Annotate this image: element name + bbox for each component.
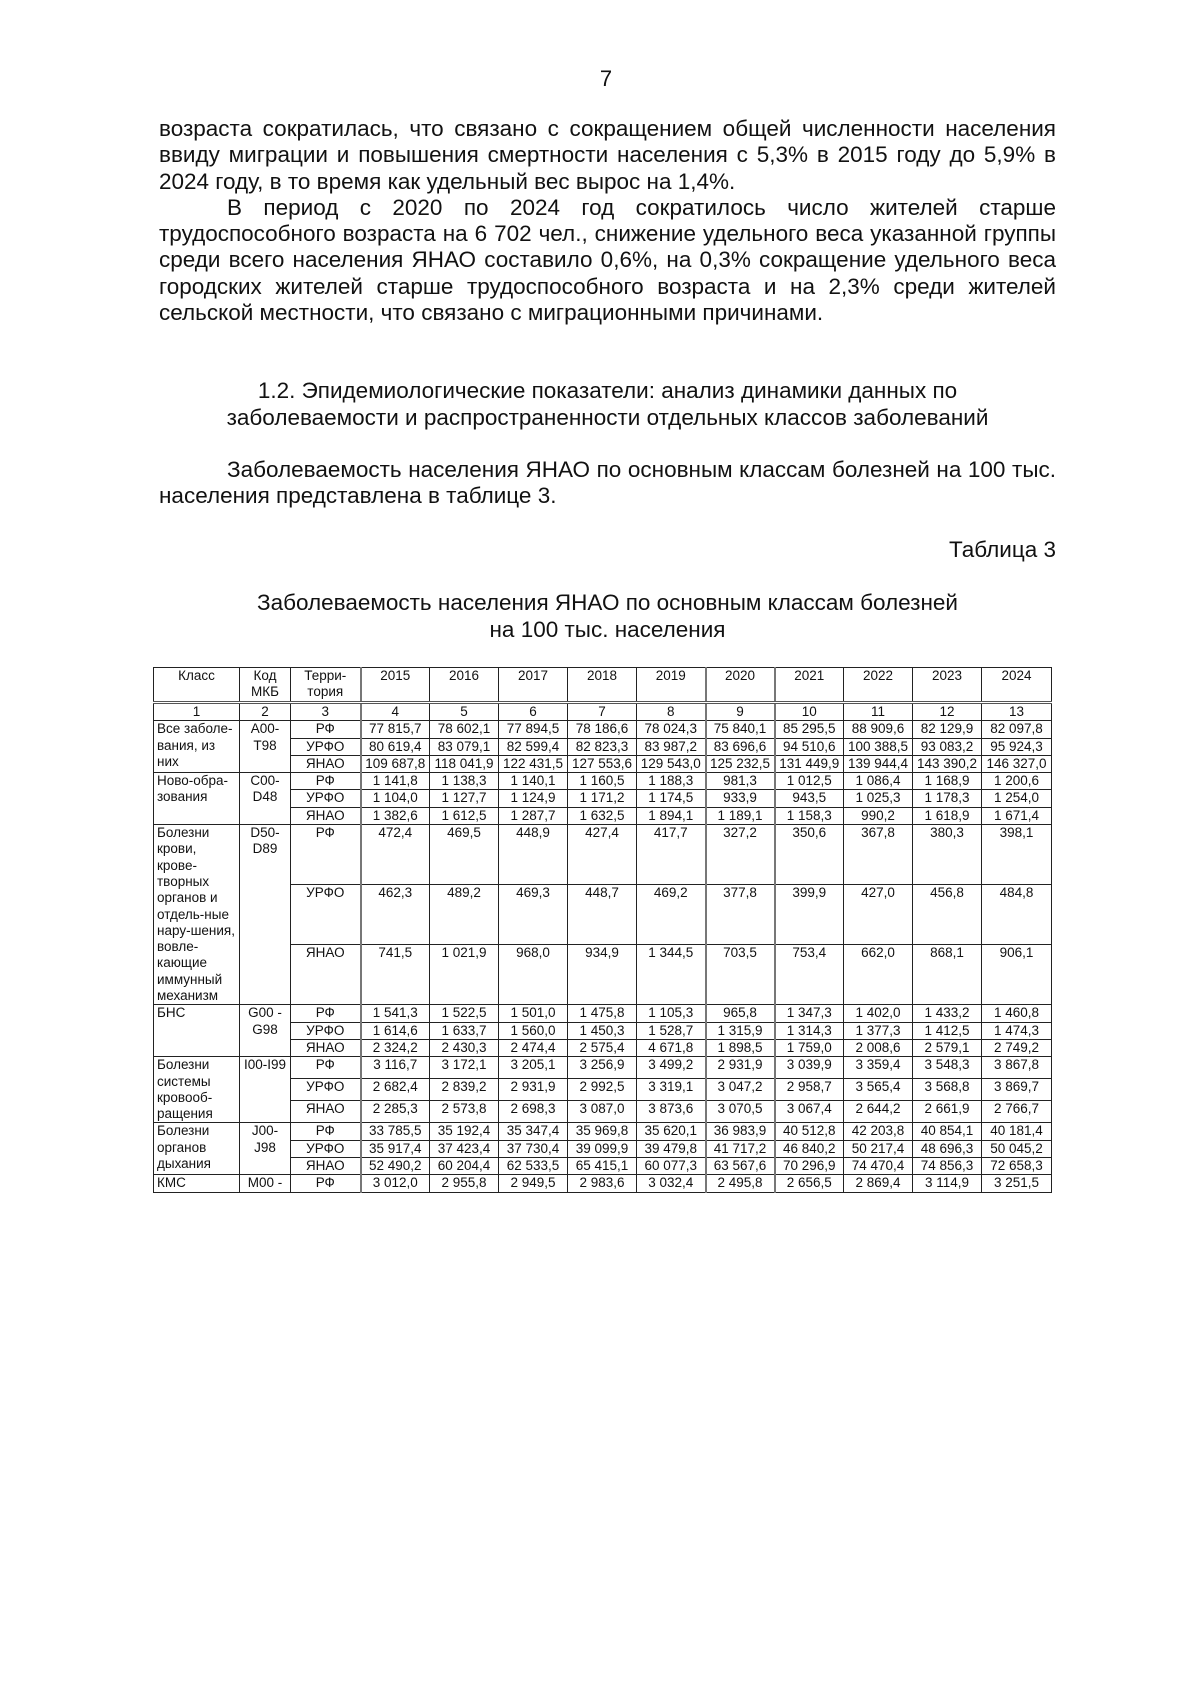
- value-cell: 82 129,9: [913, 721, 982, 738]
- value-cell: 33 785,5: [361, 1123, 430, 1140]
- territory: РФ: [291, 1005, 361, 1022]
- value-cell: 965,8: [706, 1005, 775, 1022]
- column-header: Класс: [154, 668, 240, 703]
- value-cell: 1 541,3: [361, 1005, 430, 1022]
- value-cell: 35 192,4: [430, 1123, 499, 1140]
- value-cell: 39 479,8: [637, 1140, 706, 1157]
- value-cell: 50 045,2: [982, 1140, 1052, 1157]
- column-number: 2: [240, 703, 291, 721]
- value-cell: 1 021,9: [430, 945, 499, 1005]
- value-cell: 78 024,3: [637, 721, 706, 738]
- intro-paragraph: Заболеваемость населения ЯНАО по основным классам болезней на 100 тыс. населения представлена в таблице 3.: [159, 457, 1056, 509]
- table-label: Таблица 3: [949, 537, 1056, 562]
- value-cell: 3 869,7: [982, 1079, 1052, 1101]
- value-cell: 36 983,9: [706, 1123, 775, 1140]
- value-cell: 3 565,4: [844, 1079, 913, 1101]
- column-header: 2017: [499, 668, 568, 703]
- column-number: 13: [982, 703, 1052, 721]
- value-cell: 88 909,6: [844, 721, 913, 738]
- value-cell: 2 958,7: [775, 1079, 844, 1101]
- value-cell: 95 924,3: [982, 738, 1052, 755]
- territory: УРФО: [291, 1140, 361, 1157]
- value-cell: 2 749,2: [982, 1039, 1052, 1056]
- column-number-row: [154, 703, 1052, 721]
- disease-class: КМС: [154, 1175, 240, 1192]
- value-cell: 1 287,7: [499, 807, 568, 824]
- body-paragraphs: [159, 116, 1056, 326]
- value-cell: 469,3: [499, 885, 568, 945]
- value-cell: 1 188,3: [637, 773, 706, 790]
- column-number: 9: [706, 703, 775, 721]
- value-cell: 127 553,6: [568, 755, 637, 772]
- value-cell: 1 894,1: [637, 807, 706, 824]
- value-cell: 39 099,9: [568, 1140, 637, 1157]
- value-cell: 3 256,9: [568, 1057, 637, 1079]
- value-cell: 1 140,1: [499, 773, 568, 790]
- territory: РФ: [291, 1123, 361, 1140]
- value-cell: 1 612,5: [430, 807, 499, 824]
- value-cell: 2 661,9: [913, 1101, 982, 1123]
- icd-code: J00-J98: [240, 1123, 291, 1175]
- value-cell: 3 867,8: [982, 1057, 1052, 1079]
- value-cell: 1 012,5: [775, 773, 844, 790]
- value-cell: 74 856,3: [913, 1158, 982, 1175]
- value-cell: 37 423,4: [430, 1140, 499, 1157]
- value-cell: 3 568,8: [913, 1079, 982, 1101]
- value-cell: 469,2: [637, 885, 706, 945]
- value-cell: 1 254,0: [982, 790, 1052, 807]
- value-cell: 2 644,2: [844, 1101, 913, 1123]
- value-cell: 427,0: [844, 885, 913, 945]
- value-cell: 2 324,2: [361, 1039, 430, 1056]
- icd-code: D50-D89: [240, 825, 291, 1005]
- value-cell: 3 087,0: [568, 1101, 637, 1123]
- value-cell: 1 158,3: [775, 807, 844, 824]
- value-cell: 399,9: [775, 885, 844, 945]
- value-cell: 2 008,6: [844, 1039, 913, 1056]
- value-cell: 50 217,4: [844, 1140, 913, 1157]
- value-cell: 70 296,9: [775, 1158, 844, 1175]
- value-cell: 484,8: [982, 885, 1052, 945]
- value-cell: 1 174,5: [637, 790, 706, 807]
- value-cell: 968,0: [499, 945, 568, 1005]
- value-cell: 139 944,4: [844, 755, 913, 772]
- value-cell: 703,5: [706, 945, 775, 1005]
- territory: УРФО: [291, 1022, 361, 1039]
- value-cell: 1 633,7: [430, 1022, 499, 1039]
- value-cell: 35 347,4: [499, 1123, 568, 1140]
- value-cell: 35 969,8: [568, 1123, 637, 1140]
- value-cell: 1 475,8: [568, 1005, 637, 1022]
- value-cell: 1 450,3: [568, 1022, 637, 1039]
- value-cell: 469,5: [430, 825, 499, 885]
- value-cell: 52 490,2: [361, 1158, 430, 1175]
- value-cell: 42 203,8: [844, 1123, 913, 1140]
- value-cell: 350,6: [775, 825, 844, 885]
- value-cell: 46 840,2: [775, 1140, 844, 1157]
- value-cell: 1 759,0: [775, 1039, 844, 1056]
- value-cell: 146 327,0: [982, 755, 1052, 772]
- value-cell: 1 025,3: [844, 790, 913, 807]
- value-cell: 981,3: [706, 773, 775, 790]
- value-cell: 125 232,5: [706, 755, 775, 772]
- value-cell: 1 474,3: [982, 1022, 1052, 1039]
- value-cell: 662,0: [844, 945, 913, 1005]
- territory: УРФО: [291, 790, 361, 807]
- value-cell: 1 671,4: [982, 807, 1052, 824]
- value-cell: 72 658,3: [982, 1158, 1052, 1175]
- value-cell: 1 377,3: [844, 1022, 913, 1039]
- value-cell: 3 012,0: [361, 1175, 430, 1192]
- value-cell: 3 114,9: [913, 1175, 982, 1192]
- value-cell: 1 086,4: [844, 773, 913, 790]
- value-cell: 1 124,9: [499, 790, 568, 807]
- value-cell: 1 315,9: [706, 1022, 775, 1039]
- value-cell: 3 319,1: [637, 1079, 706, 1101]
- value-cell: 2 495,8: [706, 1175, 775, 1192]
- icd-code: I00-I99: [240, 1057, 291, 1123]
- column-number: 1: [154, 703, 240, 721]
- table-row: [154, 1175, 1052, 1192]
- territory: РФ: [291, 825, 361, 885]
- column-number: 5: [430, 703, 499, 721]
- value-cell: 327,2: [706, 825, 775, 885]
- value-cell: 3 873,6: [637, 1101, 706, 1123]
- value-cell: 1 898,5: [706, 1039, 775, 1056]
- value-cell: 83 696,6: [706, 738, 775, 755]
- value-cell: 143 390,2: [913, 755, 982, 772]
- disease-class: БНС: [154, 1005, 240, 1057]
- table-header: [154, 668, 1052, 703]
- value-cell: 2 474,4: [499, 1039, 568, 1056]
- value-cell: 3 548,3: [913, 1057, 982, 1079]
- territory: ЯНАО: [291, 1039, 361, 1056]
- column-number: 3: [291, 703, 361, 721]
- value-cell: 3 047,2: [706, 1079, 775, 1101]
- value-cell: 398,1: [982, 825, 1052, 885]
- value-cell: 1 189,1: [706, 807, 775, 824]
- column-number: 4: [361, 703, 430, 721]
- value-cell: 3 067,4: [775, 1101, 844, 1123]
- value-cell: 2 766,7: [982, 1101, 1052, 1123]
- value-cell: 78 602,1: [430, 721, 499, 738]
- value-cell: 48 696,3: [913, 1140, 982, 1157]
- value-cell: 367,8: [844, 825, 913, 885]
- value-cell: 448,7: [568, 885, 637, 945]
- column-header: Код МКБ: [240, 668, 291, 703]
- column-number: 11: [844, 703, 913, 721]
- value-cell: 3 039,9: [775, 1057, 844, 1079]
- value-cell: 1 138,3: [430, 773, 499, 790]
- value-cell: 933,9: [706, 790, 775, 807]
- table-row: [154, 1005, 1052, 1022]
- value-cell: 40 181,4: [982, 1123, 1052, 1140]
- value-cell: 1 614,6: [361, 1022, 430, 1039]
- column-header: 2021: [775, 668, 844, 703]
- value-cell: 1 160,5: [568, 773, 637, 790]
- value-cell: 2 579,1: [913, 1039, 982, 1056]
- disease-class: Болезни органов дыхания: [154, 1123, 240, 1175]
- value-cell: 2 575,4: [568, 1039, 637, 1056]
- column-number: 6: [499, 703, 568, 721]
- value-cell: 3 172,1: [430, 1057, 499, 1079]
- value-cell: 417,7: [637, 825, 706, 885]
- value-cell: 2 955,8: [430, 1175, 499, 1192]
- value-cell: 82 599,4: [499, 738, 568, 755]
- value-cell: 1 171,2: [568, 790, 637, 807]
- value-cell: 83 079,1: [430, 738, 499, 755]
- territory: РФ: [291, 1175, 361, 1192]
- table-row: [154, 1057, 1052, 1079]
- value-cell: 2 656,5: [775, 1175, 844, 1192]
- column-header: 2018: [568, 668, 637, 703]
- territory: УРФО: [291, 885, 361, 945]
- value-cell: 41 717,2: [706, 1140, 775, 1157]
- value-cell: 1 141,8: [361, 773, 430, 790]
- paragraph-1: возраста сократилась, что связано с сокращением общей численности населения ввиду миграции и повышения смертности населения с 5,3% в 2015 году до 5,9% в 2024 году, в то время как удельный вес вырос на 1,4%.: [159, 116, 1056, 194]
- value-cell: 1 560,0: [499, 1022, 568, 1039]
- territory: ЯНАО: [291, 807, 361, 824]
- value-cell: 35 620,1: [637, 1123, 706, 1140]
- page-number: 7: [599, 66, 613, 91]
- table-row: [154, 721, 1052, 738]
- value-cell: 1 168,9: [913, 773, 982, 790]
- value-cell: 448,9: [499, 825, 568, 885]
- value-cell: 753,4: [775, 945, 844, 1005]
- disease-class: Все заболе-вания, из них: [154, 721, 240, 773]
- table-row: [154, 773, 1052, 790]
- value-cell: 741,5: [361, 945, 430, 1005]
- value-cell: 83 987,2: [637, 738, 706, 755]
- value-cell: 1 433,2: [913, 1005, 982, 1022]
- value-cell: 3 116,7: [361, 1057, 430, 1079]
- section-title: 1.2. Эпидемиологические показатели: анализ динамики данных по заболеваемости и распространенности отдельных классов заболеваний: [226, 378, 989, 430]
- column-header: 2023: [913, 668, 982, 703]
- value-cell: 868,1: [913, 945, 982, 1005]
- value-cell: 906,1: [982, 945, 1052, 1005]
- column-header: 2019: [637, 668, 706, 703]
- value-cell: 377,8: [706, 885, 775, 945]
- column-header: 2024: [982, 668, 1052, 703]
- value-cell: 74 470,4: [844, 1158, 913, 1175]
- value-cell: 3 032,4: [637, 1175, 706, 1192]
- icd-code: G00 - G98: [240, 1005, 291, 1057]
- value-cell: 4 671,8: [637, 1039, 706, 1056]
- value-cell: 40 512,8: [775, 1123, 844, 1140]
- column-number: 7: [568, 703, 637, 721]
- paragraph-2: В период с 2020 по 2024 год сократилось число жителей старше трудоспособного возраста на 6 702 чел., снижение удельного веса указанной группы среди всего населения ЯНАО составило 0,6%, на 0,3% сокращение удельного веса городских жителей старше трудоспособного возраста и на 2,3% среди жителей сельской местности, что связано с миграционными причинами.: [159, 194, 1056, 326]
- value-cell: 990,2: [844, 807, 913, 824]
- value-cell: 60 077,3: [637, 1158, 706, 1175]
- value-cell: 62 533,5: [499, 1158, 568, 1175]
- value-cell: 2 430,3: [430, 1039, 499, 1056]
- value-cell: 131 449,9: [775, 755, 844, 772]
- value-cell: 109 687,8: [361, 755, 430, 772]
- value-cell: 82 097,8: [982, 721, 1052, 738]
- value-cell: 2 931,9: [706, 1057, 775, 1079]
- value-cell: 2 682,4: [361, 1079, 430, 1101]
- value-cell: 35 917,4: [361, 1140, 430, 1157]
- value-cell: 3 499,2: [637, 1057, 706, 1079]
- value-cell: 1 501,0: [499, 1005, 568, 1022]
- value-cell: 1 347,3: [775, 1005, 844, 1022]
- territory: ЯНАО: [291, 755, 361, 772]
- value-cell: 1 522,5: [430, 1005, 499, 1022]
- column-number: 8: [637, 703, 706, 721]
- value-cell: 1 344,5: [637, 945, 706, 1005]
- territory: РФ: [291, 1057, 361, 1079]
- value-cell: 2 983,6: [568, 1175, 637, 1192]
- value-cell: 1 314,3: [775, 1022, 844, 1039]
- value-cell: 60 204,4: [430, 1158, 499, 1175]
- table-row: [154, 825, 1052, 885]
- disease-class: Болезни крови, крове-творных органов и отдель-ные нару-шения, вовле-кающие иммунный механизм: [154, 825, 240, 1005]
- value-cell: 1 618,9: [913, 807, 982, 824]
- value-cell: 85 295,5: [775, 721, 844, 738]
- value-cell: 82 823,3: [568, 738, 637, 755]
- morbidity-table: [153, 667, 1052, 1193]
- value-cell: 2 931,9: [499, 1079, 568, 1101]
- value-cell: 2 992,5: [568, 1079, 637, 1101]
- value-cell: 1 127,7: [430, 790, 499, 807]
- value-cell: 77 894,5: [499, 721, 568, 738]
- column-header: 2015: [361, 668, 430, 703]
- value-cell: 2 573,8: [430, 1101, 499, 1123]
- value-cell: 37 730,4: [499, 1140, 568, 1157]
- value-cell: 63 567,6: [706, 1158, 775, 1175]
- value-cell: 1 104,0: [361, 790, 430, 807]
- value-cell: 77 815,7: [361, 721, 430, 738]
- value-cell: 75 840,1: [706, 721, 775, 738]
- value-cell: 1 178,3: [913, 790, 982, 807]
- value-cell: 2 285,3: [361, 1101, 430, 1123]
- value-cell: 427,4: [568, 825, 637, 885]
- territory: РФ: [291, 721, 361, 738]
- value-cell: 472,4: [361, 825, 430, 885]
- value-cell: 65 415,1: [568, 1158, 637, 1175]
- icd-code: A00-T98: [240, 721, 291, 773]
- column-header: 2016: [430, 668, 499, 703]
- value-cell: 100 388,5: [844, 738, 913, 755]
- table-row: [154, 1123, 1052, 1140]
- column-header: Терри-тория: [291, 668, 361, 703]
- value-cell: 118 041,9: [430, 755, 499, 772]
- territory: ЯНАО: [291, 1101, 361, 1123]
- territory: РФ: [291, 773, 361, 790]
- value-cell: 1 460,8: [982, 1005, 1052, 1022]
- value-cell: 1 528,7: [637, 1022, 706, 1039]
- value-cell: 122 431,5: [499, 755, 568, 772]
- icd-code: M00 -: [240, 1175, 291, 1192]
- territory: ЯНАО: [291, 1158, 361, 1175]
- value-cell: 40 854,1: [913, 1123, 982, 1140]
- disease-class: Ново-обра-зования: [154, 773, 240, 825]
- value-cell: 1 632,5: [568, 807, 637, 824]
- table-title: Заболеваемость населения ЯНАО по основным классам болезней на 100 тыс. населения: [257, 590, 958, 642]
- column-number: 12: [913, 703, 982, 721]
- value-cell: 78 186,6: [568, 721, 637, 738]
- value-cell: 2 949,5: [499, 1175, 568, 1192]
- value-cell: 1 412,5: [913, 1022, 982, 1039]
- value-cell: 1 105,3: [637, 1005, 706, 1022]
- table-body: [154, 703, 1052, 1193]
- value-cell: 456,8: [913, 885, 982, 945]
- value-cell: 3 070,5: [706, 1101, 775, 1123]
- value-cell: 934,9: [568, 945, 637, 1005]
- territory: ЯНАО: [291, 945, 361, 1005]
- value-cell: 1 200,6: [982, 773, 1052, 790]
- territory: УРФО: [291, 738, 361, 755]
- value-cell: 2 869,4: [844, 1175, 913, 1192]
- value-cell: 380,3: [913, 825, 982, 885]
- value-cell: 93 083,2: [913, 738, 982, 755]
- column-number: 10: [775, 703, 844, 721]
- value-cell: 943,5: [775, 790, 844, 807]
- value-cell: 489,2: [430, 885, 499, 945]
- value-cell: 3 251,5: [982, 1175, 1052, 1192]
- value-cell: 2 698,3: [499, 1101, 568, 1123]
- column-header: 2020: [706, 668, 775, 703]
- icd-code: C00-D48: [240, 773, 291, 825]
- value-cell: 3 205,1: [499, 1057, 568, 1079]
- value-cell: 1 402,0: [844, 1005, 913, 1022]
- column-header: 2022: [844, 668, 913, 703]
- value-cell: 129 543,0: [637, 755, 706, 772]
- value-cell: 94 510,6: [775, 738, 844, 755]
- value-cell: 462,3: [361, 885, 430, 945]
- value-cell: 1 382,6: [361, 807, 430, 824]
- disease-class: Болезни системы кровооб-ращения: [154, 1057, 240, 1123]
- value-cell: 3 359,4: [844, 1057, 913, 1079]
- value-cell: 2 839,2: [430, 1079, 499, 1101]
- value-cell: 80 619,4: [361, 738, 430, 755]
- territory: УРФО: [291, 1079, 361, 1101]
